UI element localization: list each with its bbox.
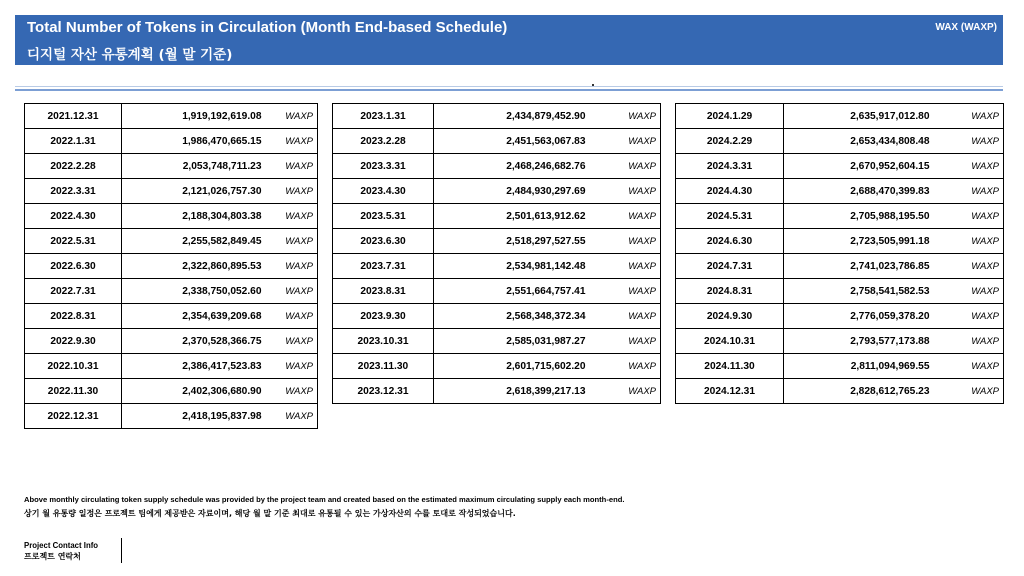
unit-cell: WAXP xyxy=(936,379,1004,404)
amount-cell: 2,188,304,803.38 xyxy=(122,204,268,229)
unit-cell: WAXP xyxy=(936,279,1004,304)
table-row xyxy=(676,304,1004,329)
token-tag: WAX (WAXP) xyxy=(935,22,997,33)
table-row xyxy=(676,329,1004,354)
unit-cell: WAXP xyxy=(268,154,318,179)
unit-cell: WAXP xyxy=(592,279,661,304)
dot-mark xyxy=(592,84,594,86)
unit-cell: WAXP xyxy=(936,129,1004,154)
unit-cell: WAXP xyxy=(936,304,1004,329)
unit-cell: WAXP xyxy=(592,254,661,279)
unit-cell: WAXP xyxy=(592,354,661,379)
page-title: Total Number of Tokens in Circulation (Month End-based Schedule) xyxy=(27,19,508,36)
table-row xyxy=(333,129,661,154)
footnote-english: Above monthly circulating token supply schedule was provided by the project team and created based on the estimated maximum circulating supply each month-end. xyxy=(24,495,625,504)
amount-cell: 2,758,541,582.53 xyxy=(784,279,936,304)
table-row xyxy=(333,304,661,329)
date-cell: 2022.12.31 xyxy=(25,404,122,429)
date-cell: 2024.9.30 xyxy=(676,304,784,329)
header-banner xyxy=(15,15,1003,65)
date-cell: 2023.3.31 xyxy=(333,154,434,179)
date-cell: 2022.6.30 xyxy=(25,254,122,279)
unit-cell: WAXP xyxy=(936,329,1004,354)
date-cell: 2024.1.29 xyxy=(676,104,784,129)
date-cell: 2022.10.31 xyxy=(25,354,122,379)
amount-cell: 2,723,505,991.18 xyxy=(784,229,936,254)
table-row xyxy=(333,229,661,254)
amount-cell: 2,534,981,142.48 xyxy=(434,254,592,279)
unit-cell: WAXP xyxy=(936,254,1004,279)
amount-cell: 2,568,348,372.34 xyxy=(434,304,592,329)
divider xyxy=(15,89,1003,91)
amount-cell: 2,501,613,912.62 xyxy=(434,204,592,229)
unit-cell: WAXP xyxy=(592,179,661,204)
unit-cell: WAXP xyxy=(936,354,1004,379)
unit-cell: WAXP xyxy=(268,354,318,379)
table-row xyxy=(676,379,1004,404)
date-cell: 2023.1.31 xyxy=(333,104,434,129)
table-row xyxy=(25,129,318,154)
unit-cell: WAXP xyxy=(268,229,318,254)
table-row xyxy=(25,379,318,404)
amount-cell: 2,635,917,012.80 xyxy=(784,104,936,129)
table-row xyxy=(25,254,318,279)
unit-cell: WAXP xyxy=(936,229,1004,254)
date-cell: 2024.7.31 xyxy=(676,254,784,279)
unit-cell: WAXP xyxy=(592,229,661,254)
table-row xyxy=(333,279,661,304)
date-cell: 2023.10.31 xyxy=(333,329,434,354)
amount-cell: 2,811,094,969.55 xyxy=(784,354,936,379)
contact-label-korean: 프로젝트 연락처 xyxy=(24,552,81,561)
unit-cell: WAXP xyxy=(268,204,318,229)
table-row xyxy=(333,329,661,354)
unit-cell: WAXP xyxy=(268,254,318,279)
table-row xyxy=(25,279,318,304)
amount-cell: 2,793,577,173.88 xyxy=(784,329,936,354)
amount-cell: 1,919,192,619.08 xyxy=(122,104,268,129)
date-cell: 2022.7.31 xyxy=(25,279,122,304)
unit-cell: WAXP xyxy=(268,104,318,129)
date-cell: 2024.3.31 xyxy=(676,154,784,179)
date-cell: 2022.1.31 xyxy=(25,129,122,154)
table-row xyxy=(25,154,318,179)
date-cell: 2024.12.31 xyxy=(676,379,784,404)
date-cell: 2023.2.28 xyxy=(333,129,434,154)
amount-cell: 2,451,563,067.83 xyxy=(434,129,592,154)
table-row xyxy=(333,154,661,179)
table-row xyxy=(25,104,318,129)
unit-cell: WAXP xyxy=(268,129,318,154)
date-cell: 2024.5.31 xyxy=(676,204,784,229)
divider-light xyxy=(15,86,1003,87)
table-row xyxy=(676,354,1004,379)
date-cell: 2022.5.31 xyxy=(25,229,122,254)
table-row xyxy=(25,404,318,429)
amount-cell: 2,053,748,711.23 xyxy=(122,154,268,179)
amount-cell: 2,705,988,195.50 xyxy=(784,204,936,229)
page-title-korean: 디지털 자산 유통계획 (월 말 기준) xyxy=(27,47,233,63)
date-cell: 2022.4.30 xyxy=(25,204,122,229)
date-cell: 2023.9.30 xyxy=(333,304,434,329)
date-cell: 2022.2.28 xyxy=(25,154,122,179)
unit-cell: WAXP xyxy=(268,329,318,354)
amount-cell: 2,370,528,366.75 xyxy=(122,329,268,354)
date-cell: 2024.4.30 xyxy=(676,179,784,204)
unit-cell: WAXP xyxy=(936,179,1004,204)
amount-cell: 2,402,306,680.90 xyxy=(122,379,268,404)
amount-cell: 2,418,195,837.98 xyxy=(122,404,268,429)
date-cell: 2023.5.31 xyxy=(333,204,434,229)
unit-cell: WAXP xyxy=(936,204,1004,229)
table-row xyxy=(333,179,661,204)
unit-cell: WAXP xyxy=(592,129,661,154)
unit-cell: WAXP xyxy=(268,279,318,304)
amount-cell: 2,585,031,987.27 xyxy=(434,329,592,354)
date-cell: 2023.8.31 xyxy=(333,279,434,304)
table-row xyxy=(676,104,1004,129)
unit-cell: WAXP xyxy=(268,379,318,404)
unit-cell: WAXP xyxy=(268,304,318,329)
contact-divider xyxy=(121,538,122,563)
date-cell: 2023.11.30 xyxy=(333,354,434,379)
unit-cell: WAXP xyxy=(936,104,1004,129)
table-row xyxy=(25,329,318,354)
contact-label: Project Contact Info xyxy=(24,541,99,550)
unit-cell: WAXP xyxy=(592,329,661,354)
amount-cell: 2,322,860,895.53 xyxy=(122,254,268,279)
amount-cell: 2,741,023,786.85 xyxy=(784,254,936,279)
amount-cell: 2,484,930,297.69 xyxy=(434,179,592,204)
amount-cell: 2,618,399,217.13 xyxy=(434,379,592,404)
date-cell: 2024.11.30 xyxy=(676,354,784,379)
amount-cell: 2,255,582,849.45 xyxy=(122,229,268,254)
unit-cell: WAXP xyxy=(592,304,661,329)
unit-cell: WAXP xyxy=(268,404,318,429)
table-row xyxy=(25,304,318,329)
table-row xyxy=(676,204,1004,229)
table-row xyxy=(676,129,1004,154)
unit-cell: WAXP xyxy=(268,179,318,204)
amount-cell: 2,434,879,452.90 xyxy=(434,104,592,129)
schedule-table-2023 xyxy=(332,103,661,404)
amount-cell: 2,670,952,604.15 xyxy=(784,154,936,179)
date-cell: 2022.9.30 xyxy=(25,329,122,354)
table-row xyxy=(25,179,318,204)
amount-cell: 2,386,417,523.83 xyxy=(122,354,268,379)
table-row xyxy=(676,279,1004,304)
amount-cell: 1,986,470,665.15 xyxy=(122,129,268,154)
amount-cell: 2,121,026,757.30 xyxy=(122,179,268,204)
table-row xyxy=(333,204,661,229)
date-cell: 2023.7.31 xyxy=(333,254,434,279)
table-row xyxy=(333,104,661,129)
table-row xyxy=(676,254,1004,279)
table-row xyxy=(333,379,661,404)
unit-cell: WAXP xyxy=(592,154,661,179)
date-cell: 2021.12.31 xyxy=(25,104,122,129)
amount-cell: 2,776,059,378.20 xyxy=(784,304,936,329)
date-cell: 2024.6.30 xyxy=(676,229,784,254)
date-cell: 2022.3.31 xyxy=(25,179,122,204)
date-cell: 2024.2.29 xyxy=(676,129,784,154)
amount-cell: 2,688,470,399.83 xyxy=(784,179,936,204)
unit-cell: WAXP xyxy=(936,154,1004,179)
table-row xyxy=(676,229,1004,254)
amount-cell: 2,468,246,682.76 xyxy=(434,154,592,179)
schedule-table-2024 xyxy=(675,103,1004,404)
unit-cell: WAXP xyxy=(592,379,661,404)
date-cell: 2024.8.31 xyxy=(676,279,784,304)
amount-cell: 2,518,297,527.55 xyxy=(434,229,592,254)
unit-cell: WAXP xyxy=(592,104,661,129)
table-row xyxy=(25,204,318,229)
table-row xyxy=(25,229,318,254)
amount-cell: 2,354,639,209.68 xyxy=(122,304,268,329)
table-row xyxy=(676,179,1004,204)
schedule-table-2022 xyxy=(24,103,318,429)
date-cell: 2023.6.30 xyxy=(333,229,434,254)
date-cell: 2022.11.30 xyxy=(25,379,122,404)
table-row xyxy=(676,154,1004,179)
amount-cell: 2,828,612,765.23 xyxy=(784,379,936,404)
table-row xyxy=(333,254,661,279)
amount-cell: 2,338,750,052.60 xyxy=(122,279,268,304)
unit-cell: WAXP xyxy=(592,204,661,229)
date-cell: 2023.12.31 xyxy=(333,379,434,404)
amount-cell: 2,601,715,602.20 xyxy=(434,354,592,379)
footnote-korean: 상기 월 유통량 일정은 프로젝트 팀에게 제공받은 자료이며, 해당 월 말 기준 최대로 유통될 수 있는 가상자산의 수를 토대로 작성되었습니다. xyxy=(24,509,516,518)
date-cell: 2023.4.30 xyxy=(333,179,434,204)
table-row xyxy=(25,354,318,379)
date-cell: 2024.10.31 xyxy=(676,329,784,354)
amount-cell: 2,551,664,757.41 xyxy=(434,279,592,304)
amount-cell: 2,653,434,808.48 xyxy=(784,129,936,154)
date-cell: 2022.8.31 xyxy=(25,304,122,329)
table-row xyxy=(333,354,661,379)
